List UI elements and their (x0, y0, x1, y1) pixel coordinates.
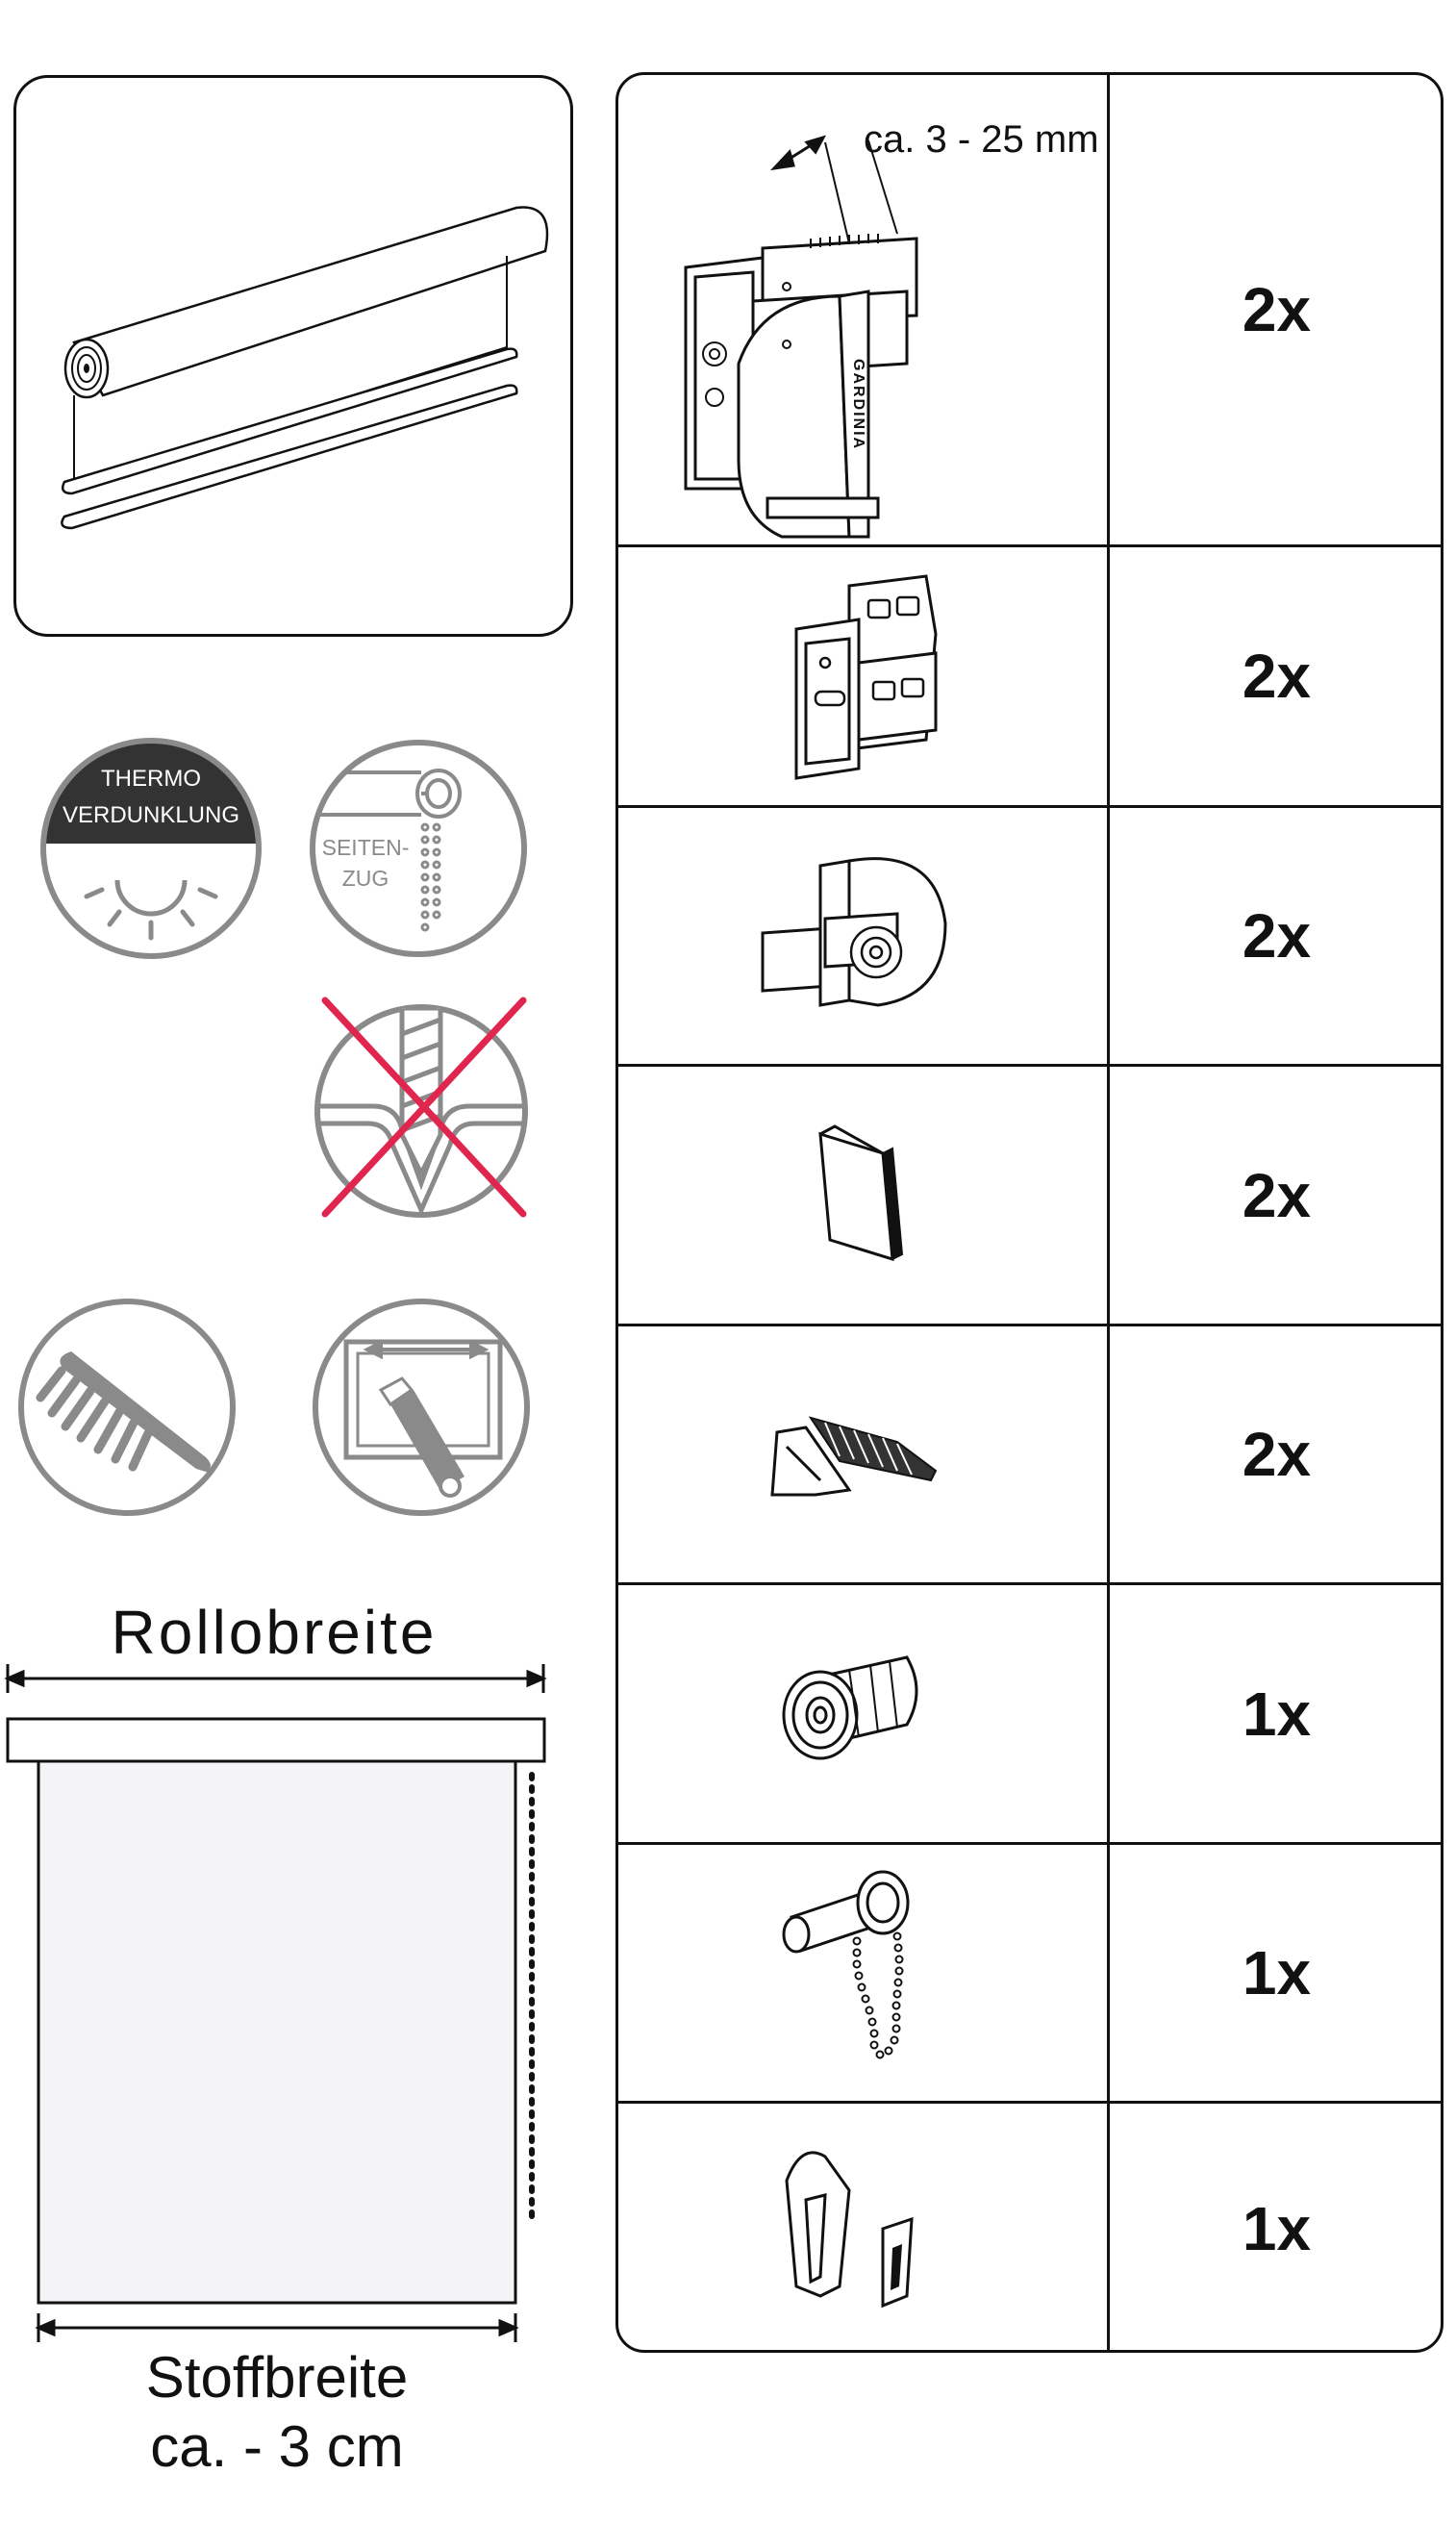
fabric-width-note: ca. - 3 cm (150, 2414, 404, 2479)
roll-width-label: Rollobreite (111, 1598, 438, 1667)
fabric-width-label: Stoffbreite (145, 2345, 409, 2410)
parts-row (618, 75, 1441, 547)
side-pull-line1-text: SEITEN- (321, 835, 410, 860)
adhesive-pad-icon (618, 1067, 1107, 1324)
side-pull-icon (306, 736, 532, 962)
parts-row (618, 547, 1441, 808)
roller-blind-illustration (16, 78, 570, 634)
clean-with-brush-icon (13, 1294, 244, 1525)
quantity-label: 1x (1242, 1938, 1312, 2007)
parts-row (618, 1067, 1441, 1326)
clamp-range-label: ca. 3 - 25 mm (864, 118, 1099, 161)
idle-end-plug-icon (618, 1585, 1107, 1842)
quantity-label: 2x (1242, 275, 1312, 344)
quantity-label: 2x (1242, 901, 1312, 971)
end-cap-bracket-icon (618, 808, 1107, 1064)
quantity-label: 2x (1242, 1160, 1312, 1230)
parts-row (618, 1585, 1441, 1845)
clamp-bracket-icon (618, 75, 1107, 544)
cut-to-size-icon (306, 1294, 537, 1525)
mounting-bracket-icon (618, 547, 1107, 805)
thermo-blackout-icon (38, 736, 264, 962)
parts-list-table (615, 72, 1443, 2353)
no-drilling-icon (306, 991, 546, 1231)
parts-row (618, 808, 1441, 1067)
quantity-label: 2x (1242, 642, 1312, 711)
roller-blind-product-box (13, 75, 573, 637)
thermo-line2-text: VERDUNKLUNG (62, 802, 240, 828)
thermo-line1-text: THERMO (101, 766, 201, 792)
parts-row (618, 1326, 1441, 1585)
spacer-clip-icon (618, 1326, 1107, 1582)
side-pull-line2-text: ZUG (341, 866, 389, 891)
quantity-label: 1x (1242, 1678, 1312, 1749)
chain-drive-icon (618, 1845, 1107, 2101)
clamp-brand-text: GARDINIA (850, 359, 866, 451)
parts-row (618, 2104, 1441, 2353)
chain-weight-clip-icon (618, 2104, 1107, 2353)
parts-row (618, 1845, 1441, 2104)
quantity-label: 1x (1242, 2193, 1312, 2263)
quantity-label: 2x (1242, 1420, 1312, 1489)
